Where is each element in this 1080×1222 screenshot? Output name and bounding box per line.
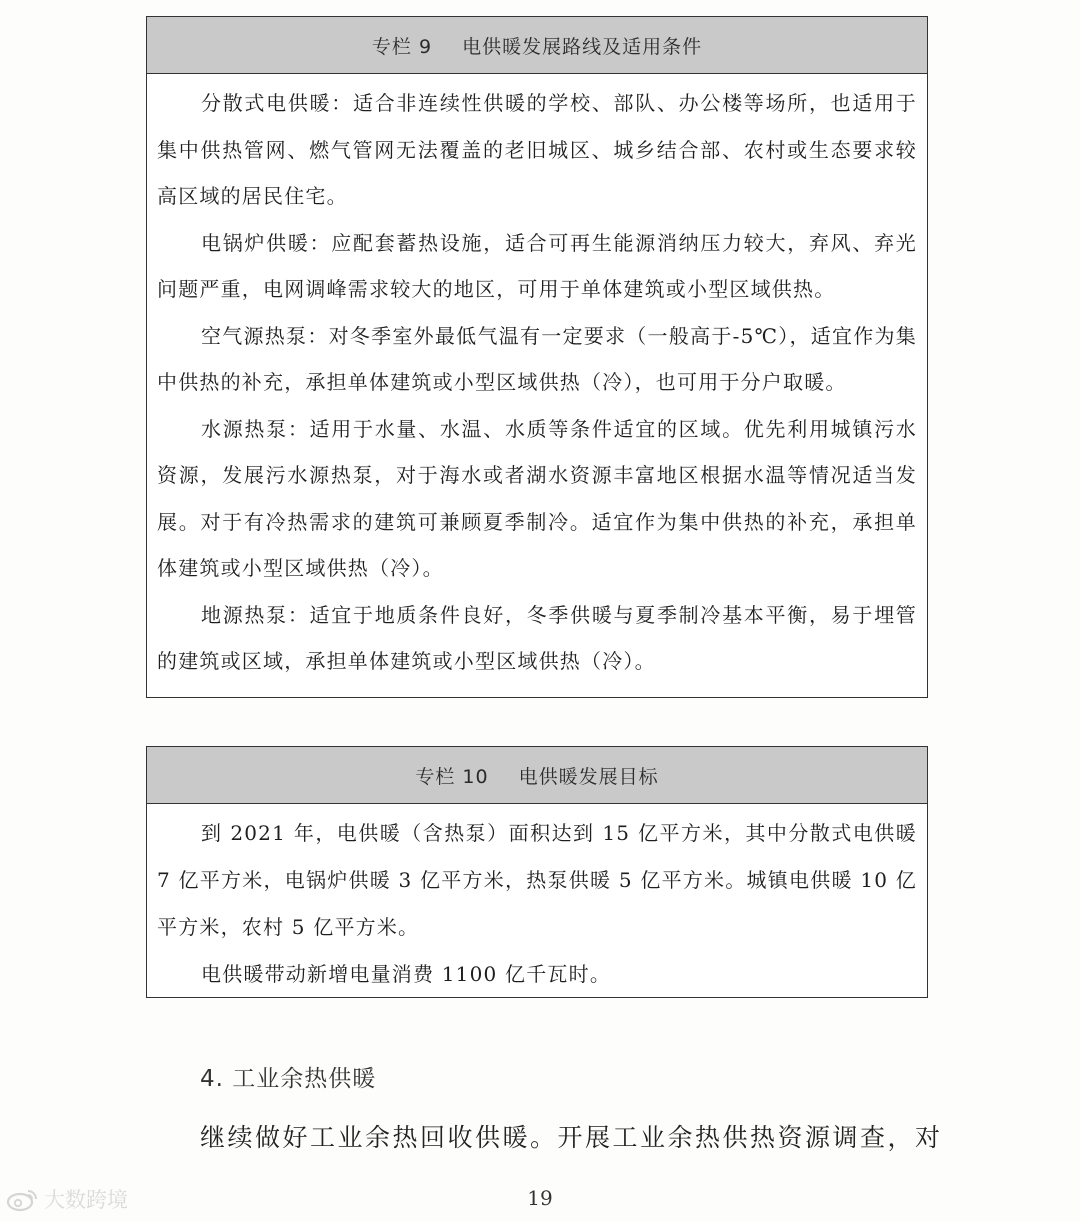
paragraph-ground-source-heat-pump: 地源热泵：适宜于地质条件良好，冬季供暖与夏季制冷基本平衡，易于埋管的建筑或区域，承担单体建筑或小型区域供热（冷）。: [157, 602, 917, 673]
column-title: 电供暖发展目标: [518, 765, 659, 788]
watermark: [6, 1184, 128, 1214]
watermark-text: 大数跨境: [44, 1188, 128, 1212]
column-header: [147, 17, 927, 74]
column-box-10: [146, 746, 928, 998]
paragraph-electricity-consumption: 电供暖带动新增电量消费 1100 亿千瓦时。: [201, 962, 612, 986]
body-text: 继续做好工业余热回收供暖。开展工业余热供热资源调查，对: [200, 1123, 943, 1152]
paragraph-air-source-heat-pump: 空气源热泵：对冬季室外最低气温有一定要求（一般高于-5℃），适宜作为集中供热的补充，承担单体建筑或小型区域供热（冷），也可用于分户取暖。: [157, 323, 917, 394]
column-title: 电供暖发展路线及适用条件: [462, 35, 703, 58]
column-header: [147, 747, 927, 804]
paragraph-electric-boiler: 电锅炉供暖：应配套蓄热设施，适合可再生能源消纳压力较大，弃风、弃光问题严重，电网调峰需求较大的地区，可用于单体建筑或小型区域供热。: [157, 230, 917, 301]
paragraph-2021-target: 到 2021 年，电供暖（含热泵）面积达到 15 亿平方米，其中分散式电供暖 7 亿平方米，电锅炉供暖 3 亿平方米，热泵供暖 5 亿平方米。城镇电供暖 10 亿平方米，农村 5 亿平方米。: [157, 821, 917, 939]
weibo-logo-icon: [6, 1186, 40, 1212]
paragraph-distributed-heating: 分散式电供暖：适合非连续性供暖的学校、部队、办公楼等场所，也适用于集中供热管网、燃气管网无法覆盖的老旧城区、城乡结合部、农村或生态要求较高区域的居民住宅。: [157, 91, 917, 208]
column-body: [147, 74, 927, 685]
paragraph-water-source-heat-pump: 水源热泵：适用于水量、水温、水质等条件适宜的区域。优先利用城镇污水资源，发展污水源热泵，对于海水或者湖水资源丰富地区根据水温等情况适当发展。对于有冷热需求的建筑可兼顾夏季制冷。适宜作为集中供热的补充，承担单体建筑或小型区域供热（冷）。: [157, 416, 917, 580]
column-label: 专栏 10: [415, 765, 489, 788]
page-number: 19: [527, 1186, 553, 1210]
section-heading: 4. 工业余热供暖: [200, 1066, 377, 1092]
column-box-9: [146, 16, 928, 698]
column-label: 专栏 9: [371, 35, 433, 58]
column-body: [147, 804, 927, 998]
